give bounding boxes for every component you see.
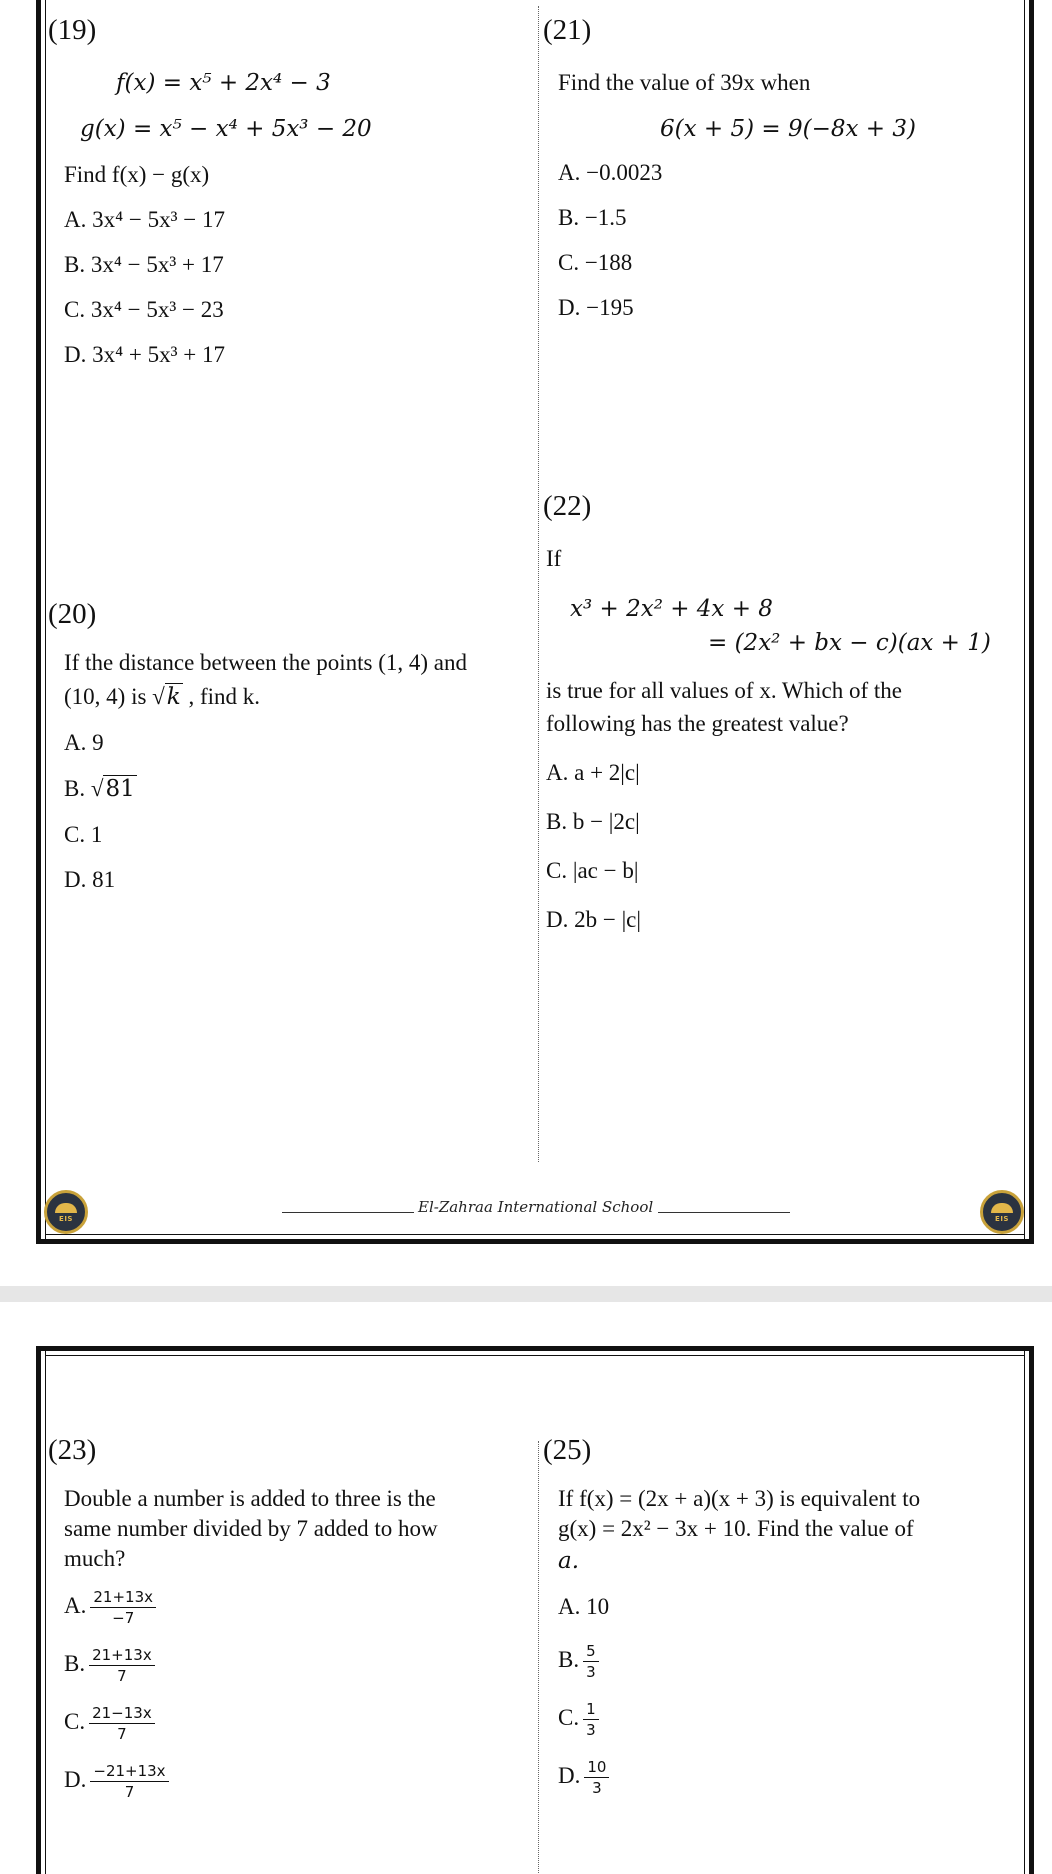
q25-prompt-line-1: If f(x) = (2x + a)(x + 3) is equivalent to (558, 1486, 921, 1511)
q23-option-d (64, 1762, 169, 1801)
q25-option-d (558, 1758, 609, 1797)
q23-option-c (64, 1704, 155, 1743)
q22-equation-line-1: x³ + 2x² + 4x + 8 (570, 596, 773, 622)
q20-option-b (64, 776, 137, 802)
q23-prompt-line-2: same number divided by 7 added to how (64, 1516, 438, 1541)
numerator: 21+13x (90, 1588, 156, 1608)
denominator: 3 (586, 1721, 596, 1739)
option-letter: C. (64, 1708, 86, 1734)
denominator: 7 (117, 1725, 127, 1743)
q23-option-a (64, 1588, 156, 1627)
fraction (89, 1646, 155, 1685)
q22-equation-line-2: = (2x² + bx − c)(ax + 1) (708, 630, 991, 656)
q20-option-b-radicand: 81 (105, 776, 135, 802)
q25-option-b (558, 1642, 599, 1681)
numerator: 10 (584, 1758, 609, 1778)
fraction (90, 1762, 168, 1801)
numerator: −21+13x (90, 1762, 168, 1782)
denominator: 7 (124, 1783, 135, 1801)
option-letter: D. (64, 1766, 87, 1792)
q22-option-d: D. 2b − |c| (546, 907, 641, 932)
q20-prompt-line-1: If the distance between the points (1, 4) and (64, 650, 468, 675)
worksheet-page-2 (36, 1346, 1034, 1874)
q19-option-c: C. 3x⁴ − 5x³ − 23 (64, 297, 224, 322)
q20-prompt-line-2 (64, 684, 260, 710)
column-divider (538, 1441, 539, 1874)
q19-option-b: B. 3x⁴ − 5x³ + 17 (64, 252, 224, 277)
q21-option-d: D. −195 (558, 295, 634, 320)
question-25-number: (25) (543, 1434, 592, 1466)
q21-prompt: Find the value of 39x when (558, 70, 811, 95)
footer-school-name: El-Zahraa International School (418, 1198, 654, 1216)
q19-option-d: D. 3x⁴ + 5x³ + 17 (64, 342, 225, 367)
q21-option-a: A. −0.0023 (558, 160, 663, 185)
q23-option-b (64, 1646, 155, 1685)
page-separator (0, 1286, 1052, 1302)
q20-option-a: A. 9 (64, 730, 104, 755)
q22-option-a: A. a + 2|c| (546, 760, 640, 785)
numerator: 1 (583, 1700, 599, 1720)
q22-option-b: B. b − |2c| (546, 809, 640, 834)
fraction (583, 1642, 599, 1681)
numerator: 21+13x (89, 1646, 155, 1666)
q19-option-a: A. 3x⁴ − 5x³ − 17 (64, 207, 225, 232)
q25-option-a: A. 10 (558, 1594, 610, 1619)
q20-option-b-letter: B. (64, 776, 91, 801)
option-letter: C. (558, 1704, 580, 1730)
q21-option-c: C. −188 (558, 250, 633, 275)
question-19-number: (19) (48, 14, 97, 46)
question-21-number: (21) (543, 14, 592, 46)
sqrt-symbol: √k (152, 684, 181, 710)
denominator: −7 (112, 1609, 135, 1627)
q22-option-c: C. |ac − b| (546, 858, 639, 883)
denominator: 7 (117, 1667, 127, 1685)
option-letter: A. (64, 1592, 87, 1618)
sqrt-symbol: √81 (90, 776, 135, 802)
q25-prompt-line-3: a. (558, 1548, 580, 1574)
option-letter: B. (64, 1650, 86, 1676)
q22-prompt-line-1: is true for all values of x. Which of the (546, 678, 902, 703)
question-22-number: (22) (543, 490, 592, 522)
column-divider (538, 6, 539, 1162)
denominator: 3 (586, 1663, 596, 1681)
fraction (89, 1704, 155, 1743)
q19-prompt: Find f(x) − g(x) (64, 162, 210, 187)
q19-g-definition: g(x) = x⁵ − x⁴ + 5x³ − 20 (80, 116, 372, 142)
q22-prompt-line-2: following has the greatest value? (546, 711, 849, 736)
numerator: 21−13x (89, 1704, 155, 1724)
footer-rule-left (282, 1212, 414, 1213)
option-letter: B. (558, 1646, 580, 1672)
q21-equation: 6(x + 5) = 9(−8x + 3) (660, 116, 916, 142)
question-23-number: (23) (48, 1434, 97, 1466)
q23-prompt-line-1: Double a number is added to three is the (64, 1486, 436, 1511)
school-logo-left: EIS (44, 1190, 88, 1234)
fraction (584, 1758, 609, 1797)
fraction (583, 1700, 599, 1739)
q20-radicand: k (166, 684, 181, 710)
footer-rule-right (658, 1212, 790, 1213)
fraction (90, 1588, 156, 1627)
q25-option-c (558, 1700, 599, 1739)
q21-option-b: B. −1.5 (558, 205, 627, 230)
q20-option-c: C. 1 (64, 822, 103, 847)
q19-f-definition: f(x) = x⁵ + 2x⁴ − 3 (116, 70, 331, 96)
q22-if: If (546, 546, 562, 571)
q20-prompt-end: , find k. (182, 684, 261, 709)
q20-prompt-points: (10, 4) is (64, 684, 153, 709)
q25-prompt-line-2: g(x) = 2x² − 3x + 10. Find the value of (558, 1516, 914, 1541)
school-logo-right: EIS (980, 1190, 1024, 1234)
numerator: 5 (583, 1642, 599, 1662)
question-20-number: (20) (48, 598, 97, 630)
q20-option-d: D. 81 (64, 867, 116, 892)
q23-prompt-line-3: much? (64, 1546, 126, 1571)
option-letter: D. (558, 1762, 581, 1788)
denominator: 3 (592, 1779, 602, 1797)
